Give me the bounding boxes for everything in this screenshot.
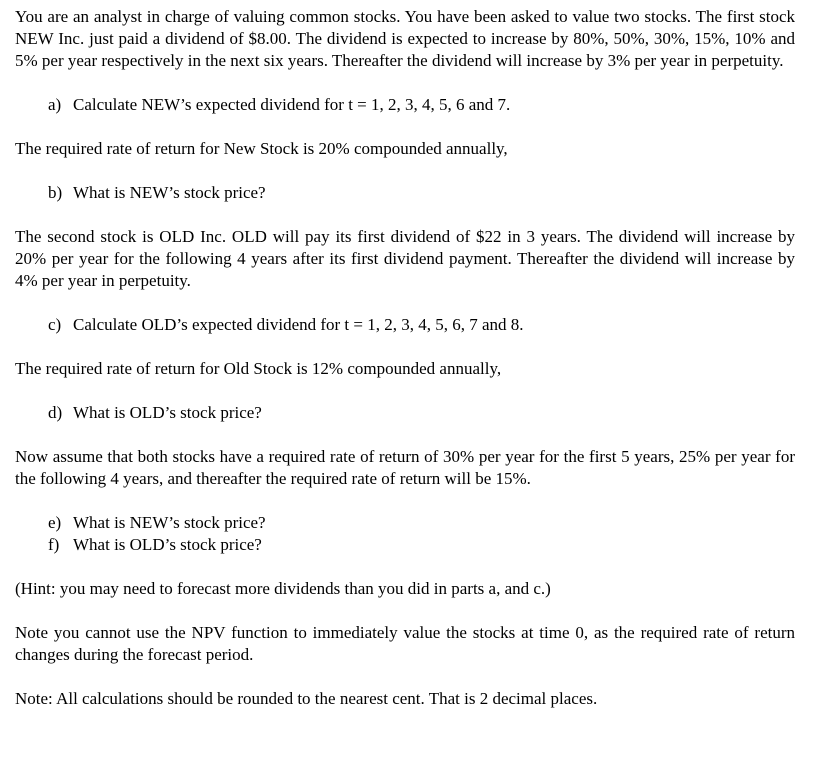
assumption-paragraph: Now assume that both stocks have a required rate of return of 30% per year for the first 5 years, 25% per year for the following 4 years, and thereafter the required rate of return will be 15%. (15, 447, 795, 488)
question-c-text: Calculate OLD’s expected dividend for t = 1, 2, 3, 4, 5, 6, 7 and 8. (73, 315, 524, 334)
question-f-text: What is OLD’s stock price? (73, 535, 262, 554)
question-d (15, 402, 795, 424)
question-b (15, 182, 795, 204)
question-f-label: f) (48, 535, 60, 554)
question-e-text: What is NEW’s stock price? (73, 513, 266, 532)
question-c (15, 314, 795, 336)
old-intro-paragraph: The second stock is OLD Inc. OLD will pay its first dividend of $22 in 3 years. The dividend will increase by 20% per year for the following 4 years after its first dividend payment. Thereafter the dividend will increase by 4% per year in perpetuity. (15, 227, 795, 290)
npv-note: Note you cannot use the NPV function to immediately value the stocks at time 0, as the required rate of return changes during the forecast period. (15, 623, 795, 664)
new-required-rate: The required rate of return for New Stock is 20% compounded annually, (15, 139, 508, 158)
question-e (15, 512, 795, 534)
question-f (15, 534, 795, 556)
question-a-label: a) (48, 95, 62, 114)
question-a (15, 94, 795, 116)
old-required-rate: The required rate of return for Old Stock is 12% compounded annually, (15, 359, 502, 378)
document-body (15, 6, 795, 710)
question-c-label: c) (48, 315, 62, 334)
intro-paragraph: You are an analyst in charge of valuing common stocks. You have been asked to value two stocks. The first stock NEW Inc. just paid a dividend of $8.00. The dividend is expected to increase by 80%, 50%, 30%, 15%, 10% and 5% per year respectively in the next six years. Thereafter the dividend will increase by 3% per year in perpetuity. (15, 7, 795, 70)
question-b-label: b) (48, 183, 63, 202)
rounding-note: Note: All calculations should be rounded to the nearest cent. That is 2 decimal places. (15, 689, 598, 708)
question-d-text: What is OLD’s stock price? (73, 403, 262, 422)
question-b-text: What is NEW’s stock price? (73, 183, 266, 202)
question-d-label: d) (48, 403, 63, 422)
question-e-label: e) (48, 513, 62, 532)
hint-text: (Hint: you may need to forecast more dividends than you did in parts a, and c.) (15, 579, 551, 598)
question-a-text: Calculate NEW’s expected dividend for t = 1, 2, 3, 4, 5, 6 and 7. (73, 95, 511, 114)
